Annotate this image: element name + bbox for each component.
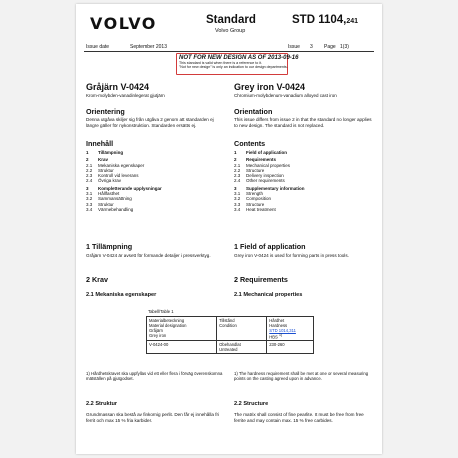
notice-heading: NOT FOR NEW DESIGN AS OF 2013-09-16 [179, 55, 299, 61]
toc-item-title: Strength [246, 191, 264, 197]
toc-item-number: 1 [234, 150, 237, 155]
toc-item-title: Mekaniska egenskaper [98, 162, 145, 168]
toc-item-number: 2.1 [234, 162, 241, 168]
toc-item [86, 178, 162, 183]
table-header-row [147, 317, 314, 341]
toc-item-title: Heat treatment [246, 206, 276, 212]
toc-item-title: Kontroll vid leverans [98, 173, 139, 179]
toc-item-title: Struktur [98, 201, 114, 207]
toc-item [86, 150, 162, 155]
toc-item-number: 3 [234, 185, 237, 191]
standard-number-revision: 241 [346, 18, 359, 25]
issue-date-label: Issue date [86, 44, 110, 50]
header-material-type-en: Grey iron [149, 333, 167, 338]
standard-subtitle: Volvo Group [215, 28, 246, 34]
toc-item-title: Värmebehandling [98, 206, 134, 212]
section-2-heading-en: 2 Requirements [234, 275, 288, 284]
standard-number-main: STD 1104, [292, 14, 347, 26]
not-for-new-design-notice [176, 53, 299, 75]
section-1-text-sv: Gråjärn V-0424 är avsett för formande detaljer i pressverktyg. [86, 253, 211, 258]
issue-label: Issue [288, 44, 300, 50]
orientation-text-en: This issue differs from issue 2 in that the standard no longer applies to new design. The standard is not replaced. [234, 117, 372, 128]
footnote-1-en: 1) The hardness requirement shall be met at one or several measuring points on the casting agreed upon in advance. [234, 371, 369, 382]
toc-item-title: Övriga krav [98, 178, 122, 184]
toc-item-title: Sammansättning [98, 196, 132, 202]
hardness-footnote-ref: 1) [279, 333, 283, 337]
toc-item-number: 2.3 [86, 173, 93, 179]
header-material [147, 317, 217, 341]
footnote-1-sv: 1) Hårdhetskravet ska uppfyllas vid ett eller flera i förväg överenskomna mätställen på gjutgodset. [86, 371, 223, 382]
document-page [76, 4, 382, 454]
toc-item-number: 2.2 [86, 167, 93, 173]
subtitle-en: Chromium-molybdenum-vanadium alloyed cast iron [234, 93, 337, 98]
orientation-text-sv: Denna utgåva skiljer sig från utgåva 2 genom att standarden ej längre gäller för nykonstruktion. Standarden ersätts ej. [86, 117, 214, 128]
toc-item-title: Composition [246, 196, 272, 202]
header-condition [217, 317, 267, 341]
toc-item-number: 2 [86, 157, 89, 163]
table-caption: Tabell/Table 1 [148, 309, 174, 314]
toc-item-number: 3.1 [234, 191, 241, 197]
section-1-heading-sv: 1 Tillämpning [86, 242, 133, 251]
toc-item-number: 2.2 [234, 167, 241, 173]
toc-item [234, 207, 305, 212]
hardness-unit: HBS [269, 334, 278, 340]
toc-item-title: Field of application [246, 150, 288, 155]
header-condition-en: Condition [219, 323, 237, 328]
toc-item-number: 2.4 [234, 178, 241, 184]
header-material-en: Material designation [149, 323, 187, 328]
std-reference-link[interactable]: STD 1014,311 [269, 328, 296, 333]
toc-item-number: 1 [86, 150, 89, 155]
standard-title: Standard [206, 14, 256, 26]
header-material-sv: Materialbeteckning [149, 318, 185, 323]
cell-condition [217, 341, 267, 354]
notice-line-2: "Not for new design" is only an indication to our design departments. [179, 65, 288, 70]
header-divider [84, 51, 374, 52]
toc-item-title: Structure [246, 201, 265, 207]
contents-heading-sv: Innehåll [86, 139, 114, 148]
toc-item-title: Krav [98, 157, 109, 163]
section-2-2-text-en: The matrix shall consist of fine pearlite. It must be free from free ferrite and may contain max. 15 % free carbides. [234, 412, 364, 423]
toc-sv [86, 150, 162, 212]
subtitle-sv: Krom-molybden-vanadinlegerat gjutjärn [86, 93, 165, 98]
cell-hardness: 230-260 [267, 341, 314, 354]
cell-condition-sv: Obehandlat [219, 342, 241, 348]
toc-item-number: 3.4 [86, 206, 93, 212]
section-2-2-heading-sv: 2.2 Struktur [86, 401, 118, 407]
toc-item-number: 2.1 [86, 162, 93, 168]
section-2-heading-sv: 2 Krav [86, 275, 108, 284]
toc-item-number: 3.3 [234, 201, 241, 207]
orientation-heading-sv: Orientering [86, 107, 125, 116]
mechanical-properties-table [146, 316, 314, 354]
toc-item-title: Delivery inspection [246, 173, 284, 179]
toc-item-title: Supplementary information [246, 185, 305, 191]
section-2-2-heading-en: 2.2 Structure [234, 401, 269, 407]
toc-en [234, 150, 305, 212]
section-1-heading-en: 1 Field of application [234, 242, 306, 251]
volvo-logo: VOLVO [90, 14, 157, 33]
notice-line-1: This standard is valid when there is a reference to it. [179, 61, 263, 65]
section-2-1-heading-sv: 2.1 Mekaniska egenskaper [86, 292, 157, 298]
page-number: 1(3) [340, 44, 349, 50]
toc-item-number: 3.1 [86, 191, 93, 197]
orientation-heading-en: Orientation [234, 107, 273, 116]
contents-heading-en: Contents [234, 139, 266, 148]
cell-material: V-0424-00 [147, 341, 217, 354]
toc-item-number: 3.4 [234, 206, 241, 212]
header-material-type-sv: Gråjärn [149, 328, 163, 333]
toc-item-number: 3.2 [234, 196, 241, 202]
title-sv: Gråjärn V-0424 [86, 82, 150, 92]
toc-item-title: Mechanical properties [246, 162, 291, 168]
toc-item-title: Hållfasthet [98, 191, 120, 197]
toc-item [234, 150, 305, 155]
header-hardness-sv: Hårdhet [269, 318, 285, 323]
toc-item-title: Struktur [98, 167, 114, 173]
title-en: Grey iron V-0424 [234, 82, 306, 92]
standard-number [292, 14, 358, 26]
table-row [147, 341, 314, 354]
issue-date: September 2013 [130, 44, 167, 50]
toc-item-title: Structure [246, 167, 265, 173]
toc-item-number: 2.3 [234, 173, 241, 179]
toc-item-title: Tillämpning [98, 150, 124, 155]
toc-item-number: 2.4 [86, 178, 93, 184]
issue-number: 3 [310, 44, 313, 50]
toc-item-number: 3 [86, 185, 89, 191]
toc-item-number: 3.3 [86, 201, 93, 207]
page-label: Page [324, 44, 336, 50]
toc-item [234, 178, 305, 183]
section-1-text-en: Grey iron V-0424 is used for forming parts in press tools. [234, 253, 349, 258]
toc-item-title: Requirements [246, 157, 277, 163]
header-hardness-en: Hardness [269, 323, 288, 328]
toc-item-title: Other requirements [246, 178, 285, 184]
toc-item [86, 207, 162, 212]
toc-item-number: 3.2 [86, 196, 93, 202]
header-condition-sv: Tillstånd [219, 318, 235, 323]
toc-item-number: 2 [234, 157, 237, 163]
toc-item-title: Kompletterande upplysningar [98, 185, 162, 191]
section-2-1-heading-en: 2.1 Mechanical properties [234, 292, 303, 298]
section-2-2-text-sv: Grundmassan ska bestå av finkornig perlit. Den får ej innehålla fri ferrit och max 15 % fria karbider. [86, 412, 220, 423]
cell-condition-en: Untreated [219, 347, 238, 353]
header-hardness [267, 317, 314, 341]
